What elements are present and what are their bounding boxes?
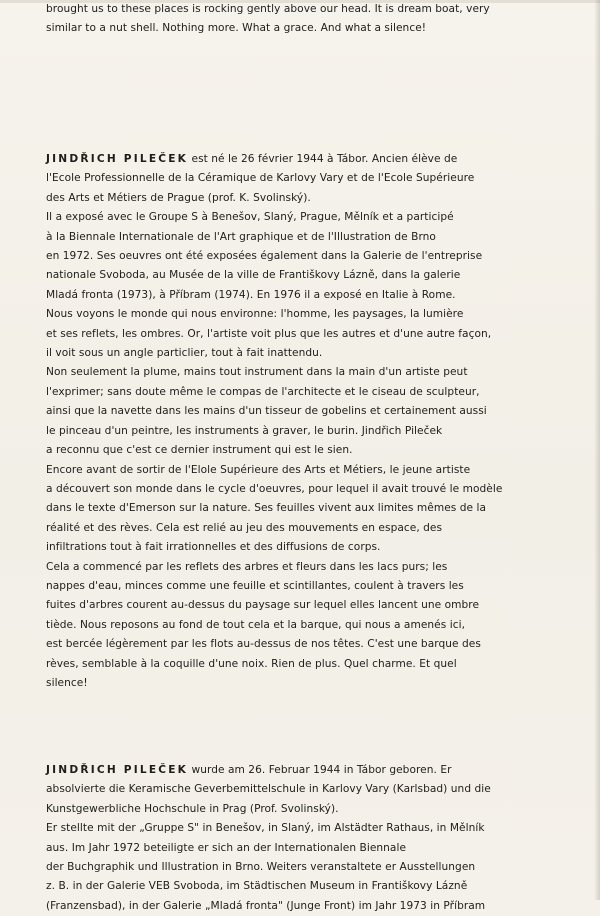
- french-line: Mladá fronta (1973), à Příbram (1974). En 1976 il a exposé en Italie à Rome.: [46, 288, 456, 301]
- french-line: des Arts et Métiers de Prague (prof. K. Svolinský).: [46, 191, 311, 204]
- english-line: brought us to these places is rocking gently above our head. It is dream boat, very: [46, 3, 490, 15]
- french-line: dans le texte d'Emerson sur la nature. Ses feuilles vivent aux limites mêmes de la: [46, 502, 487, 515]
- german-line: Kunstgewerbliche Hochschule in Prag (Prof. Svolinský).: [46, 802, 339, 815]
- artist-name: JINDŘICH PILEČEK: [46, 153, 189, 165]
- french-line: Cela a commencé par les reflets des arbres et fleurs dans les lacs purs; les: [46, 560, 448, 573]
- french-first-line: [46, 150, 556, 169]
- german-line: aus. Im Jahr 1972 beteiligte er sich an der Internationalen Biennale: [46, 841, 407, 854]
- french-line: il voit sous un angle particlier, tout à fait inattendu.: [46, 347, 323, 360]
- french-line: Non seulement la plume, mains tout instrument dans la main d'un artiste peut: [46, 366, 468, 379]
- french-line: le pinceau d'un peintre, les instruments à graver, le burin. Jindřich Pileček: [46, 424, 443, 437]
- german-line: absolvierte die Keramische Geverbemittelschule in Karlovy Vary (Karlsbad) und die: [46, 783, 491, 796]
- french-line: a découvert son monde dans le cycle d'oeuvres, pour lequel il avait trouvé le modèle: [46, 482, 503, 495]
- french-line: tiède. Nous reposons au fond de tout cela et la barque, qui nous a amenés ici,: [46, 618, 466, 631]
- german-line: Er stellte mit der „Gruppe S" in Benešov, in Slaný, im Alstädter Rathaus, in Mělník: [46, 822, 485, 835]
- french-line: et ses reflets, les ombres. Or, l'artiste voit plus que les autres et d'une autre façon,: [46, 327, 492, 340]
- english-line: similar to a nut shell. Nothing more. What a grace. And what a silence!: [46, 22, 427, 35]
- english-text-tail: [46, 0, 556, 39]
- german-line: (Franzensbad), in der Galerie „Mladá fronta" (Junge Front) im Jahr 1973 in Příbram: [46, 899, 486, 912]
- french-line: rèves, semblable à la coquille d'une noix. Rien de plus. Quel charme. Et quel: [46, 657, 457, 670]
- french-line: l'Ecole Professionnelle de la Céramique de Karlovy Vary et de l'Ecole Supérieure: [46, 172, 475, 185]
- french-line: silence!: [46, 676, 88, 689]
- german-line: der Buchgraphik und Illustration in Brno. Weiters veranstaltete er Ausstellungen: [46, 861, 476, 874]
- french-line: nappes d'eau, minces comme une feuille et scintillantes, coulent à travers les: [46, 579, 464, 592]
- french-line: est bercée légèrement par les flots au-dessus de nos têtes. C'est une barque des: [46, 638, 481, 651]
- french-line: réalité et des rèves. Cela est relié au jeu des mouvements en espace, des: [46, 521, 443, 534]
- german-first-line-text: wurde am 26. Februar 1944 in Tábor geboren. Er: [188, 764, 452, 776]
- french-line: l'exprimer; sans doute même le compas de l'architecte et le ciseau de sculpteur,: [46, 385, 480, 398]
- french-line: Nous voyons le monde qui nous environne: l'homme, les paysages, la lumière: [46, 308, 464, 321]
- french-biography: [46, 150, 556, 693]
- german-line: z. B. in der Galerie VEB Svoboda, im Städtischen Museum in Františkovy Lázně: [46, 880, 468, 893]
- french-line: nationale Svoboda, au Musée de la ville de Františkovy Lázně, dans la galerie: [46, 269, 461, 282]
- french-line: infiltrations tout à fait irrationnelles et des diffusions de corps.: [46, 541, 381, 554]
- scan-right-shadow: [594, 0, 600, 900]
- french-line: ainsi que la navette dans les mains d'un tisseur de gobelins et certainement aussi: [46, 405, 487, 418]
- french-line: en 1972. Ses oeuvres ont été exposées également dans la Galerie de l'entreprise: [46, 250, 483, 263]
- german-biography: [46, 761, 556, 916]
- french-line: Encore avant de sortir de l'Elole Supérieure des Arts et Métiers, le jeune artiste: [46, 463, 471, 476]
- french-line: Il a exposé avec le Groupe S à Benešov, Slaný, Prague, Mělník et a participé: [46, 211, 454, 224]
- french-line: fuites d'arbres courent au-dessus du paysage sur lequel elles lancent une ombre: [46, 599, 480, 612]
- german-first-line: [46, 761, 556, 780]
- artist-name: JINDŘICH PILEČEK: [46, 764, 189, 776]
- french-line: à la Biennale Internationale de l'Art graphique et de l'Illustration de Brno: [46, 230, 436, 243]
- french-first-line-text: est né le 26 février 1944 à Tábor. Ancien élève de: [188, 153, 458, 165]
- french-line: a reconnu que c'est ce dernier instrument qui est le sien.: [46, 444, 353, 457]
